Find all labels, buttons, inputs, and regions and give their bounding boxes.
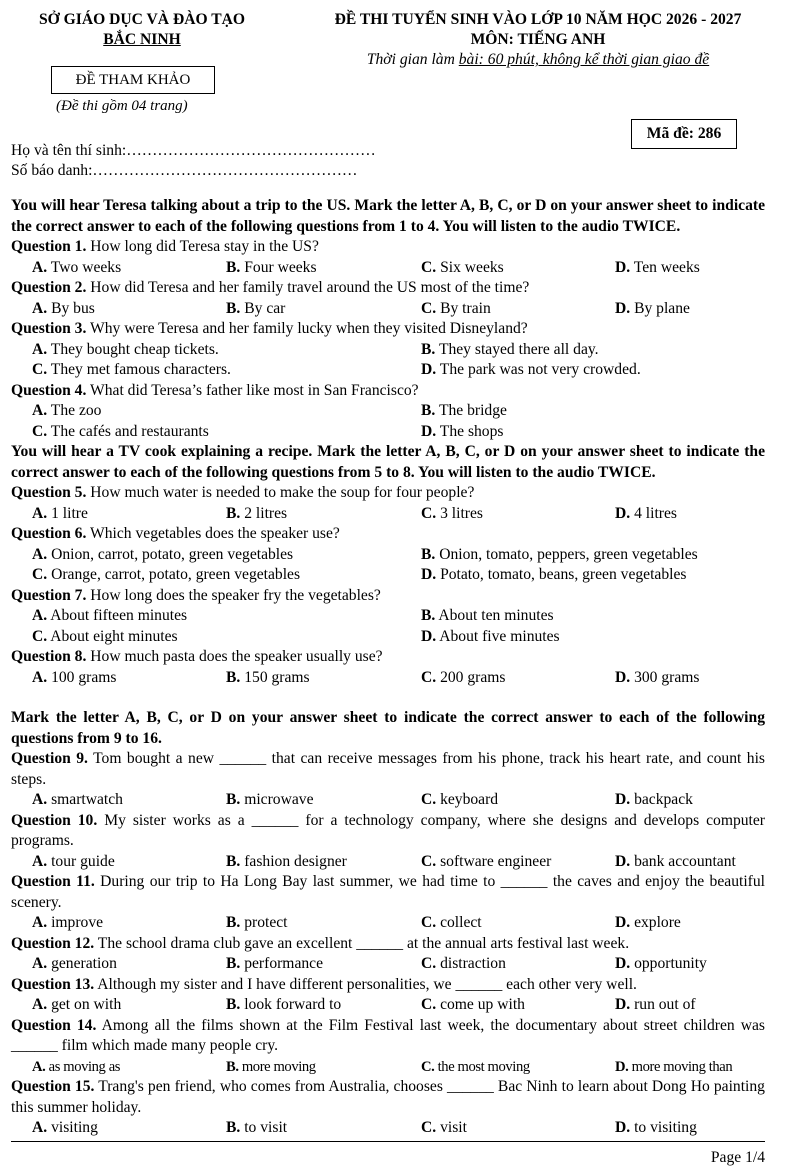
option-letter: A. xyxy=(32,545,48,563)
question-text: How did Teresa and her family travel around the US most of the time? xyxy=(86,279,530,296)
option-letter: C. xyxy=(32,422,48,440)
answer-option-b[interactable] xyxy=(226,790,314,811)
option-text: Two weeks xyxy=(50,258,122,276)
option-letter: B. xyxy=(421,340,436,358)
question-number: Question 11. xyxy=(11,873,95,890)
options-row xyxy=(11,545,765,566)
question-stem xyxy=(11,975,765,996)
option-letter: B. xyxy=(226,299,241,317)
candidate-id-line: Số báo danh:…………………………………………… xyxy=(11,162,358,179)
question-stem xyxy=(11,1016,765,1057)
option-letter: A. xyxy=(32,955,48,972)
answer-option-d[interactable] xyxy=(421,565,686,586)
question-text: My sister works as a ______ for a technology company, where she designs and develops computer programs. xyxy=(11,811,765,849)
exam-page xyxy=(11,0,765,1174)
answer-option-c[interactable] xyxy=(421,790,498,811)
option-letter: C. xyxy=(32,566,48,583)
answer-option-a[interactable] xyxy=(32,668,116,689)
option-letter: D. xyxy=(615,258,631,276)
option-text: microwave xyxy=(244,791,314,808)
option-letter: C. xyxy=(421,791,437,808)
options-row xyxy=(11,1057,765,1078)
option-letter: A. xyxy=(32,607,48,624)
section-instruction: You will hear Teresa talking about a trip to the US. Mark the letter A, B, C, or D on your answer sheet to indicate the correct answer to each of the following questions from 1 to 4. You will listen to the audio TWICE. xyxy=(11,197,765,235)
option-text: The shops xyxy=(439,422,504,440)
option-text: The park was not very crowded. xyxy=(439,361,641,378)
option-text: About ten minutes xyxy=(438,607,554,624)
option-text: backpack xyxy=(634,791,693,808)
option-text: collect xyxy=(440,914,482,931)
page-count-note: (Đề thi gồm 04 trang) xyxy=(56,98,188,114)
answer-option-b[interactable] xyxy=(226,954,323,975)
option-letter: B. xyxy=(421,607,436,624)
answer-option-c[interactable] xyxy=(421,852,551,873)
option-letter: D. xyxy=(615,955,631,972)
answer-option-a[interactable] xyxy=(32,1118,98,1139)
answer-option-d[interactable] xyxy=(615,258,700,279)
exam-body xyxy=(11,196,765,1139)
option-letter: A. xyxy=(32,258,48,276)
answer-option-c[interactable] xyxy=(421,995,525,1016)
options-row xyxy=(11,401,765,422)
option-letter: B. xyxy=(226,668,241,686)
answer-option-d[interactable] xyxy=(615,299,690,320)
exam-subject: MÔN: TIẾNG ANH xyxy=(470,31,606,48)
answer-option-d[interactable] xyxy=(615,852,736,873)
option-text: to visiting xyxy=(634,1119,697,1136)
answer-option-b[interactable] xyxy=(226,913,288,934)
question-stem xyxy=(11,934,765,955)
question-text: During our trip to Ha Long Bay last summer, we had time to ______ the caves and enjoy the beautiful scenery. xyxy=(11,873,765,911)
answer-option-c[interactable] xyxy=(32,422,209,443)
page-number: Page 1/4 xyxy=(710,1149,765,1166)
option-text: Orange, carrot, potato, green vegetables xyxy=(51,566,301,583)
option-text: By bus xyxy=(51,299,95,317)
question-text: Why were Teresa and her family lucky when they visited Disneyland? xyxy=(86,320,528,337)
answer-option-a[interactable] xyxy=(32,299,95,320)
question-number: Question 15. xyxy=(11,1078,95,1095)
option-letter: A. xyxy=(32,668,48,686)
answer-option-d[interactable] xyxy=(615,668,699,689)
answer-option-d[interactable] xyxy=(615,1118,697,1139)
question-text: How long does the speaker fry the vegetables? xyxy=(86,586,381,604)
question-text: Among all the films shown at the Film Festival last week, the documentary about street children was ______ film which made many people cry. xyxy=(11,1016,765,1054)
answer-option-b[interactable] xyxy=(421,401,507,422)
answer-option-d[interactable] xyxy=(421,627,560,648)
answer-option-b[interactable] xyxy=(421,545,698,566)
option-letter: A. xyxy=(32,1119,48,1136)
options-row xyxy=(11,627,765,648)
answer-option-d[interactable] xyxy=(421,422,503,443)
question-stem xyxy=(11,586,765,607)
options-row xyxy=(11,668,765,689)
option-text: opportunity xyxy=(634,955,707,972)
answer-option-a[interactable] xyxy=(32,401,101,422)
reference-exam-tag: ĐỀ THAM KHẢO xyxy=(51,66,215,94)
option-text: run out of xyxy=(634,996,696,1013)
question-stem xyxy=(11,319,765,340)
option-text: visiting xyxy=(51,1119,98,1136)
option-letter: B. xyxy=(226,258,241,276)
answer-option-a[interactable] xyxy=(32,913,103,934)
question-stem xyxy=(11,872,765,913)
option-text: explore xyxy=(634,914,681,931)
option-text: By car xyxy=(244,299,286,317)
question-number: Question 2. xyxy=(11,279,87,296)
exam-code-box: Mã đề: 286 xyxy=(631,119,737,149)
question-stem xyxy=(11,647,765,668)
option-text: 100 grams xyxy=(51,668,117,686)
answer-option-d[interactable] xyxy=(615,790,693,811)
option-letter: C. xyxy=(421,258,437,276)
question-number: Question 3. xyxy=(11,320,87,337)
exam-time-b: bài: 60 phút, không kể thời gian giao đề xyxy=(458,51,710,68)
option-text: bank accountant xyxy=(634,852,736,870)
answer-option-c[interactable] xyxy=(421,258,504,279)
options-row xyxy=(11,995,765,1016)
question-number: Question 8. xyxy=(11,648,87,665)
options-row xyxy=(11,360,765,381)
option-letter: A. xyxy=(32,1058,46,1075)
option-letter: C. xyxy=(32,361,48,378)
question-number: Question 12. xyxy=(11,934,95,952)
answer-option-d[interactable] xyxy=(421,360,641,381)
option-text: They met famous characters. xyxy=(50,361,231,378)
option-letter: B. xyxy=(226,1119,241,1136)
option-letter: B. xyxy=(226,791,241,808)
option-text: By plane xyxy=(634,299,690,317)
option-letter: C. xyxy=(421,996,437,1013)
answer-option-b[interactable] xyxy=(226,995,341,1016)
question-number: Question 13. xyxy=(11,975,95,993)
option-text: improve xyxy=(51,914,104,931)
option-letter: D. xyxy=(421,422,437,440)
footer-rule xyxy=(11,1141,765,1142)
candidate-name-line: Họ và tên thí sinh:………………………………………… xyxy=(11,142,376,159)
question-text: Tom bought a new ______ that can receive messages from his phone, track his heart rate, and count his steps. xyxy=(11,750,765,788)
options-row xyxy=(11,913,765,934)
option-text: performance xyxy=(244,955,324,972)
question-number: Question 6. xyxy=(11,525,87,542)
option-text: 300 grams xyxy=(634,668,700,686)
options-row xyxy=(11,852,765,873)
answer-option-a[interactable] xyxy=(32,258,121,279)
question-number: Question 9. xyxy=(11,750,88,767)
option-text: distraction xyxy=(440,955,506,972)
option-text: 1 litre xyxy=(51,504,88,522)
option-letter: C. xyxy=(421,504,437,522)
option-text: By train xyxy=(440,299,491,317)
option-letter: C. xyxy=(421,1058,435,1075)
option-letter: D. xyxy=(421,627,437,645)
answer-option-b[interactable] xyxy=(226,504,287,525)
option-letter: C. xyxy=(421,299,437,317)
option-letter: B. xyxy=(226,955,241,972)
answer-option-c[interactable] xyxy=(32,360,231,381)
option-letter: A. xyxy=(32,914,48,931)
answer-option-c[interactable] xyxy=(421,954,506,975)
question-number: Question 10. xyxy=(11,811,98,829)
answer-option-a[interactable] xyxy=(32,852,115,873)
option-letter: D. xyxy=(421,566,437,583)
department-header xyxy=(11,10,273,50)
option-letter: D. xyxy=(615,1058,629,1075)
option-letter: C. xyxy=(421,914,437,931)
answer-option-c[interactable] xyxy=(32,627,178,648)
answer-option-b[interactable] xyxy=(421,606,554,627)
option-letter: A. xyxy=(32,402,48,419)
option-text: more moving xyxy=(241,1058,316,1075)
options-row xyxy=(11,422,765,443)
option-letter: D. xyxy=(615,914,631,931)
answer-option-d[interactable] xyxy=(615,913,681,934)
department-line-2: BẮC NINH xyxy=(103,31,181,48)
option-text: software engineer xyxy=(440,852,552,870)
option-text: The zoo xyxy=(50,402,102,419)
option-text: Six weeks xyxy=(440,258,504,276)
candidate-info xyxy=(11,141,376,181)
option-letter: C. xyxy=(421,852,437,870)
option-letter: A. xyxy=(32,340,48,358)
option-letter: D. xyxy=(615,791,631,808)
option-text: to visit xyxy=(244,1119,288,1136)
option-text: 200 grams xyxy=(440,668,506,686)
question-stem xyxy=(11,483,765,504)
option-letter: D. xyxy=(615,852,631,870)
section-instruction: Mark the letter A, B, C, or D on your answer sheet to indicate the correct answer to each of the following questions from 9 to 16. xyxy=(11,709,765,747)
answer-option-a[interactable] xyxy=(32,790,123,811)
options-row xyxy=(11,954,765,975)
question-text: How much water is needed to make the soup for four people? xyxy=(86,484,475,501)
question-text: Which vegetables does the speaker use? xyxy=(86,525,340,542)
option-letter: D. xyxy=(615,1119,631,1136)
answer-option-c[interactable] xyxy=(421,1118,467,1139)
question-text: How much pasta does the speaker usually use? xyxy=(86,648,383,665)
question-stem xyxy=(11,237,765,258)
option-text: Onion, tomato, peppers, green vegetables xyxy=(439,545,698,563)
options-row xyxy=(11,1118,765,1139)
option-text: 3 litres xyxy=(440,504,483,522)
option-text: They bought cheap tickets. xyxy=(50,340,219,358)
exam-header xyxy=(303,10,773,70)
option-letter: D. xyxy=(615,996,631,1013)
answer-option-c[interactable] xyxy=(421,504,483,525)
answer-option-c[interactable] xyxy=(421,299,491,320)
option-letter: B. xyxy=(421,402,436,419)
answer-option-d[interactable] xyxy=(615,504,677,525)
option-text: as moving as xyxy=(48,1058,121,1075)
option-letter: D. xyxy=(615,504,631,522)
option-text: visit xyxy=(440,1119,467,1136)
question-stem xyxy=(11,749,765,790)
option-letter: D. xyxy=(615,668,631,686)
question-stem xyxy=(11,1077,765,1118)
question-text: Although my sister and I have different personalities, we ______ each other very well. xyxy=(94,975,637,993)
option-text: the most moving xyxy=(437,1058,530,1075)
option-letter: C. xyxy=(421,1119,437,1136)
option-text: tour guide xyxy=(51,852,115,870)
option-letter: C. xyxy=(421,955,437,972)
exam-title: ĐỀ THI TUYỂN SINH VÀO LỚP 10 NĂM HỌC 2026 - 2027 xyxy=(334,11,742,28)
options-row xyxy=(11,565,765,586)
answer-option-c[interactable] xyxy=(32,565,300,586)
option-letter: A. xyxy=(32,299,48,317)
option-letter: A. xyxy=(32,996,48,1013)
option-text: Four weeks xyxy=(244,258,317,276)
option-letter: A. xyxy=(32,791,48,808)
option-text: 150 grams xyxy=(244,668,310,686)
option-letter: B. xyxy=(226,1058,239,1075)
option-text: Potato, tomato, beans, green vegetables xyxy=(440,566,687,583)
answer-option-a[interactable] xyxy=(32,340,219,361)
option-letter: D. xyxy=(615,299,631,317)
answer-option-b[interactable] xyxy=(226,668,310,689)
exam-time xyxy=(303,50,773,70)
option-letter: C. xyxy=(421,668,437,686)
answer-option-a[interactable] xyxy=(32,1057,120,1078)
answer-option-a[interactable] xyxy=(32,954,117,975)
option-text: get on with xyxy=(51,996,122,1013)
section-spacer xyxy=(11,688,765,708)
option-letter: D. xyxy=(421,361,437,378)
answer-option-b[interactable] xyxy=(226,1118,287,1139)
option-text: They stayed there all day. xyxy=(438,340,599,358)
option-text: look forward to xyxy=(244,996,342,1013)
options-row xyxy=(11,340,765,361)
option-letter: B. xyxy=(226,914,241,931)
options-row xyxy=(11,790,765,811)
option-letter: C. xyxy=(32,627,48,645)
options-row xyxy=(11,258,765,279)
answer-option-b[interactable] xyxy=(421,340,599,361)
option-letter: B. xyxy=(226,504,241,522)
option-text: About eight minutes xyxy=(50,627,178,645)
question-text: Trang's pen friend, who comes from Australia, chooses ______ Bac Ninh to learn about Dong Ho painting this summer holiday. xyxy=(11,1078,765,1116)
answer-option-c[interactable] xyxy=(421,1057,530,1078)
option-text: Onion, carrot, potato, green vegetables xyxy=(51,545,294,563)
answer-option-c[interactable] xyxy=(421,913,482,934)
option-letter: B. xyxy=(226,996,241,1013)
option-text: protect xyxy=(244,914,288,931)
question-stem xyxy=(11,811,765,852)
option-letter: B. xyxy=(421,545,436,563)
option-text: more moving than xyxy=(631,1058,733,1075)
option-letter: B. xyxy=(226,852,241,870)
options-row xyxy=(11,606,765,627)
question-stem xyxy=(11,278,765,299)
option-text: About five minutes xyxy=(439,627,560,645)
option-text: Ten weeks xyxy=(633,258,700,276)
question-stem xyxy=(11,381,765,402)
option-text: The cafés and restaurants xyxy=(50,422,209,440)
exam-time-a: Thời gian làm xyxy=(366,51,459,68)
option-text: 4 litres xyxy=(634,504,677,522)
answer-option-a[interactable] xyxy=(32,995,121,1016)
answer-option-a[interactable] xyxy=(32,504,88,525)
answer-option-c[interactable] xyxy=(421,668,505,689)
question-number: Question 7. xyxy=(11,586,87,604)
question-number: Question 1. xyxy=(11,238,87,255)
question-number: Question 5. xyxy=(11,484,87,501)
answer-option-d[interactable] xyxy=(615,1057,732,1078)
option-text: About fifteen minutes xyxy=(50,607,188,624)
question-text: What did Teresa’s father like most in San Francisco? xyxy=(86,381,419,399)
question-text: The school drama club gave an excellent ______ at the annual arts festival last week. xyxy=(94,934,630,952)
option-text: smartwatch xyxy=(51,791,123,808)
answer-option-b[interactable] xyxy=(226,258,317,279)
answer-option-a[interactable] xyxy=(32,606,187,627)
question-number: Question 14. xyxy=(11,1016,97,1034)
section-instruction: You will hear a TV cook explaining a recipe. Mark the letter A, B, C, or D on your answer sheet to indicate the correct answer to each of the following questions from 5 to 8. You will listen to the audio TWICE. xyxy=(11,443,765,481)
option-text: 2 litres xyxy=(244,504,288,522)
question-text: How long did Teresa stay in the US? xyxy=(86,238,319,255)
answer-option-d[interactable] xyxy=(615,954,707,975)
question-stem xyxy=(11,524,765,545)
answer-option-b[interactable] xyxy=(226,299,285,320)
question-number: Question 4. xyxy=(11,381,87,399)
answer-option-b[interactable] xyxy=(226,852,347,873)
option-letter: A. xyxy=(32,504,48,522)
answer-option-b[interactable] xyxy=(226,1057,316,1078)
option-text: The bridge xyxy=(438,402,507,419)
option-text: generation xyxy=(51,955,117,972)
department-line-1: SỞ GIÁO DỤC VÀ ĐÀO TẠO xyxy=(38,11,246,28)
options-row xyxy=(11,504,765,525)
answer-option-a[interactable] xyxy=(32,545,293,566)
option-text: fashion designer xyxy=(244,852,347,870)
answer-option-d[interactable] xyxy=(615,995,696,1016)
options-row xyxy=(11,299,765,320)
option-text: keyboard xyxy=(440,791,499,808)
option-letter: A. xyxy=(32,852,48,870)
option-text: come up with xyxy=(440,996,525,1013)
